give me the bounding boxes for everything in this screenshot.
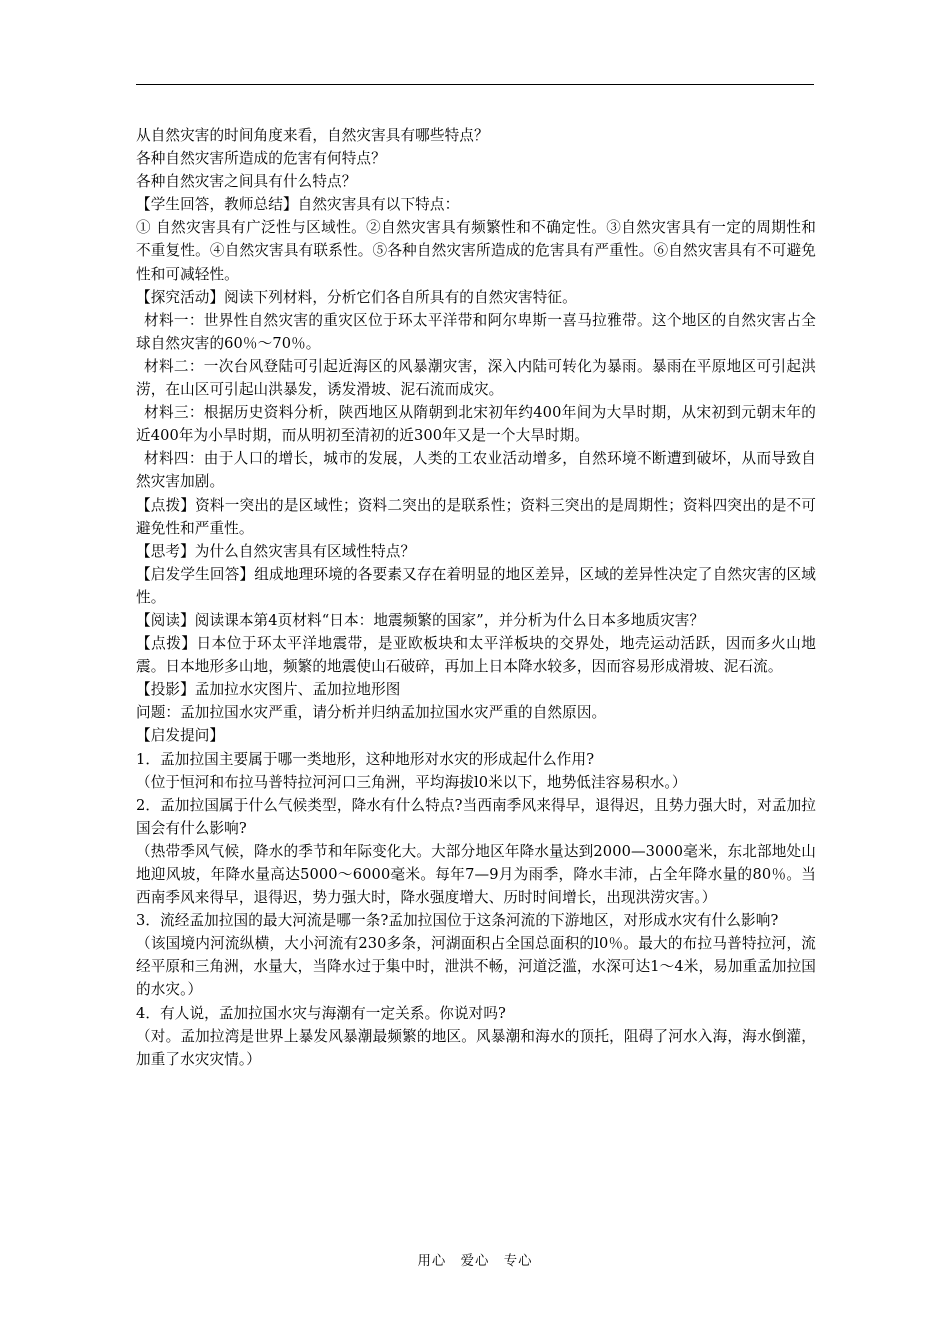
bangladesh-flood-question: 问题：孟加拉国水灾严重，请分析并归纳孟加拉国水灾严重的自然原因。 [136,704,607,722]
answer-four: （对。孟加拉湾是世界上暴发风暴潮最频繁的地区。风暴潮和海水的顶托，阻碍了河水入海，海水倒灌，加重了水灾灾情。） [136,1027,816,1068]
page-footer: 用心 爱心 专心 [417,1254,533,1269]
material-four: 材料四：由于人口的增长，城市的发展，人类的工农业活动增多，自然环境不断遭到破坏，从而导致自然灾害加剧。 [136,450,816,491]
exploration-activity: 【探究活动】阅读下列材料，分析它们各自所具有的自然灾害特征。 [136,288,577,306]
document-body [136,124,816,1071]
japan-guidance: 【点拨】日本位于环太平洋地震带，是亚欧板块和太平洋板块的交界处，地壳运动活跃，因而多火山地震。日本地形多山地，频繁的地震使山石破碎，再加上日本降水较多，因而容易形成滑坡、泥石流。 [136,635,816,676]
regionality-question: 【思考】为什么自然灾害具有区域性特点？ [136,542,416,560]
question-three: 3．流经孟加拉国的最大河流是哪一条?孟加拉国位于这条河流的下游地区，对形成水灾有什么影响? [136,912,779,930]
question-time-characteristics: 从自然灾害的时间角度来看，自然灾害具有哪些特点？ [136,127,489,144]
teacher-summary-heading: 【学生回答，教师总结】自然灾害具有以下特点： [136,196,460,214]
materials-guidance: 【点拨】资料一突出的是区域性；资料二突出的是联系性；资料三突出的是周期性；资料四突出的是不可避免性和严重性。 [136,496,816,537]
question-relationship-characteristics: 各种自然灾害之间具有什么特点？ [136,173,357,191]
material-three: 材料三：根据历史资料分析，陕西地区从隋朝到北宋初年约400年间为大旱时期，从宋初到元朝末年的近400年为小旱时期，而从明初至清初的近300年又是一个大旱时期。 [136,404,816,445]
japan-reading-task: 【阅读】阅读课本第4页材料“日本：地震频繁的国家”，并分析为什么日本多地质灾害？ [136,611,705,629]
disaster-characteristics-list: ① 自然灾害具有广泛性与区域性。②自然灾害具有频繁性和不确定性。③自然灾害具有一定的周期性和不重复性。④自然灾害具有联系性。⑤各种自然灾害所造成的危害具有严重性。⑥自然灾害具有不可避免性和可减轻性。 [136,219,816,283]
bangladesh-projection: 【投影】孟加拉水灾图片、孟加拉地形图 [136,681,401,699]
question-four: 4．有人说，孟加拉国水灾与海潮有一定关系。你说对吗? [136,1004,506,1022]
answer-one: （位于恒河和布拉马普特拉河河口三角洲，平均海拔l0米以下，地势低洼容易积水。） [136,773,687,791]
question-one: 1．孟加拉国主要属于哪一类地形，这种地形对水灾的形成起什么作用? [136,750,595,768]
answer-three: （该国境内河流纵横，大小河流有230多条，河湖面积占全国总面积的l0％。最大的布拉马普特拉河，流经平原和三角洲，水量大，当降水过于集中时，泄洪不畅，河道泛滥，水深可达1～4米，易加重孟加拉国的水灾。） [136,935,816,999]
inspiring-questions-heading: 【启发提问】 [136,727,225,745]
material-two: 材料二：一次台风登陆可引起近海区的风暴潮灾害，深入内陆可转化为暴雨。暴雨在平原地区可引起洪涝，在山区可引起山洪暴发，诱发滑坡、泥石流而成灾。 [136,357,816,399]
question-two: 2．孟加拉国属于什么气候类型，降水有什么特点?当西南季风来得早，退得迟，且势力强大时，对孟加拉国会有什么影响? [136,796,816,837]
question-hazard-characteristics: 各种自然灾害所造成的危害有何特点？ [136,150,386,168]
header-rule [136,84,814,85]
regionality-answer: 【启发学生回答】组成地理环境的各要素又存在着明显的地区差异，区域的差异性决定了自然灾害的区域性。 [136,565,816,606]
material-one: 材料一：世界性自然灾害的重灾区位于环太平洋带和阿尔卑斯一喜马拉雅带。这个地区的自然灾害占全球自然灾害的60％～70％。 [136,311,816,352]
answer-two: （热带季风气候，降水的季节和年际变化大。大部分地区年降水量达到2000—3000毫米，东北部地处山地迎风坡，年降水量高达5000～6000毫米。每年7—9月为雨季，降水丰沛，占全年降水量的80％。当西南季风来得早，退得迟，势力强大时，降水强度增大、历时时间增长，出现洪涝灾害。） [136,842,816,907]
